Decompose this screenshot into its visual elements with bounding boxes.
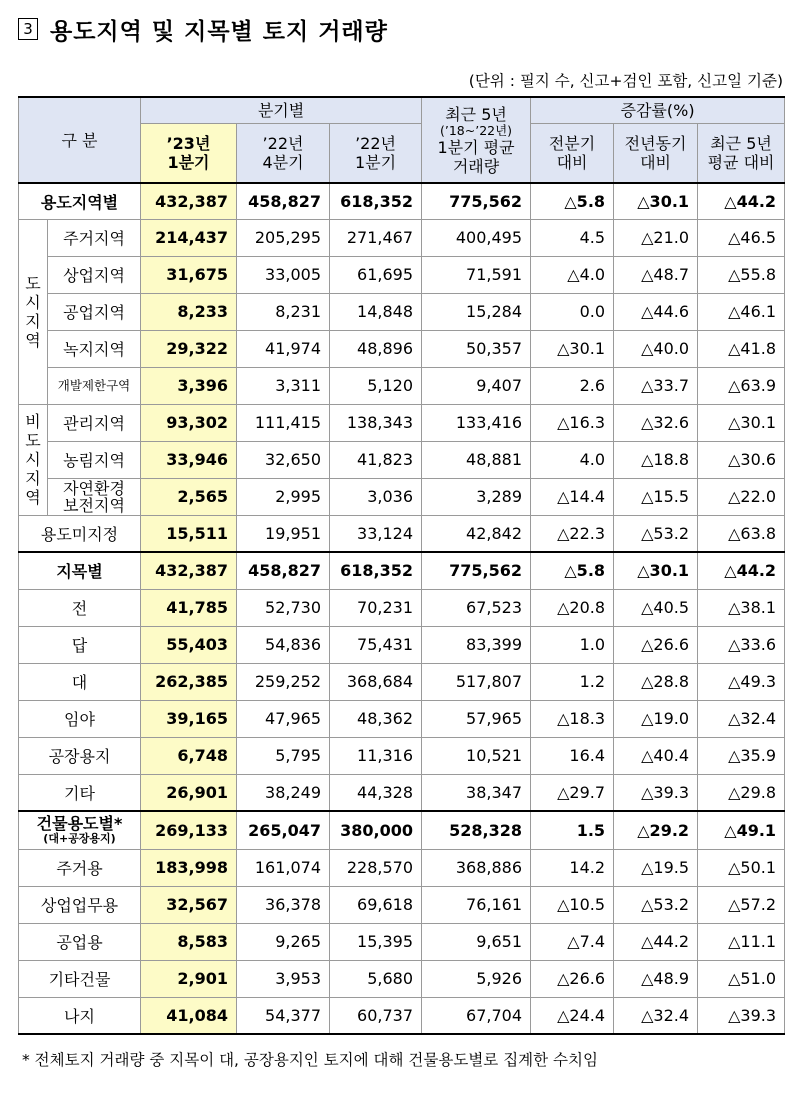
group-label-nonurban: [19, 404, 48, 515]
table-row: [19, 256, 785, 293]
header-q22-1: [330, 123, 422, 183]
table-cell: △19.0: [614, 700, 698, 737]
table-cell: △63.8: [698, 515, 785, 552]
table-cell: 33,124: [330, 515, 422, 552]
table-cell: 2,565: [141, 478, 237, 515]
table-cell: 14,848: [330, 293, 422, 330]
row-label: 용도미지정: [19, 515, 141, 552]
header-vs-avg5-line1: 최근 5년: [710, 133, 772, 153]
table-cell: 5,926: [422, 960, 531, 997]
table-cell: 71,591: [422, 256, 531, 293]
row-label: 대: [19, 663, 141, 700]
table-cell: △18.3: [531, 700, 614, 737]
table-cell: 15,511: [141, 515, 237, 552]
table-cell: △48.7: [614, 256, 698, 293]
table-cell: 54,836: [237, 626, 330, 663]
row-label: 녹지지역: [48, 330, 141, 367]
row-label: 기타: [19, 774, 141, 811]
table-cell: △46.1: [698, 293, 785, 330]
table-cell: △50.1: [698, 849, 785, 886]
header-quarterly: 분기별: [141, 97, 422, 123]
table-cell: △22.3: [531, 515, 614, 552]
table-cell: 400,495: [422, 219, 531, 256]
table-row: [19, 589, 785, 626]
table-cell: 205,295: [237, 219, 330, 256]
table-row: [19, 183, 785, 219]
table-cell: 3,036: [330, 478, 422, 515]
table-cell: 9,651: [422, 923, 531, 960]
table-cell: △32.6: [614, 404, 698, 441]
table-cell: 38,347: [422, 774, 531, 811]
row-label: 주거지역: [48, 219, 141, 256]
table-cell: △21.0: [614, 219, 698, 256]
header-q23-1: [141, 123, 237, 183]
table-cell: △39.3: [614, 774, 698, 811]
table-row: [19, 515, 785, 552]
header-q22-1-quarter: 1분기: [354, 152, 397, 172]
table-cell: △30.1: [698, 404, 785, 441]
table-cell: △35.9: [698, 737, 785, 774]
table-cell: △30.1: [614, 552, 698, 589]
table-cell: 69,618: [330, 886, 422, 923]
table-cell: 31,675: [141, 256, 237, 293]
table-row: [19, 626, 785, 663]
table-cell: 262,385: [141, 663, 237, 700]
table-cell: 618,352: [330, 183, 422, 219]
group-label-char: 비: [25, 412, 41, 431]
table-cell: 775,562: [422, 552, 531, 589]
table-cell: △24.4: [531, 997, 614, 1034]
group-label-char: 도: [25, 273, 41, 293]
table-cell: 368,684: [330, 663, 422, 700]
table-cell: △7.4: [531, 923, 614, 960]
row-label: 관리지역: [48, 404, 141, 441]
table-cell: 183,998: [141, 849, 237, 886]
table-cell: 0.0: [531, 293, 614, 330]
table-cell: 41,785: [141, 589, 237, 626]
table-cell: 5,795: [237, 737, 330, 774]
table-cell: △30.6: [698, 441, 785, 478]
row-label-sub: (대+공장용지): [43, 832, 116, 846]
table-cell: △4.0: [531, 256, 614, 293]
table-cell: 26,901: [141, 774, 237, 811]
table-cell: 368,886: [422, 849, 531, 886]
table-cell: △15.5: [614, 478, 698, 515]
table-cell: △29.7: [531, 774, 614, 811]
table-cell: 5,680: [330, 960, 422, 997]
table-cell: 52,730: [237, 589, 330, 626]
header-avg5-line3: 1분기 평균: [437, 137, 515, 157]
header-vs-prev-q-line1: 전분기: [548, 133, 596, 153]
table-cell: △49.1: [698, 811, 785, 849]
header-vs-avg5: [698, 123, 785, 183]
table-cell: 10,521: [422, 737, 531, 774]
table-cell: △5.8: [531, 183, 614, 219]
row-label: 개발제한구역: [48, 367, 141, 404]
table-cell: 432,387: [141, 552, 237, 589]
table-row: [19, 367, 785, 404]
footnote: * 전체토지 거래량 중 지목이 대, 공장용지인 토지에 대해 건물용도별로 집계한 수치임: [22, 1051, 598, 1069]
table-cell: 228,570: [330, 849, 422, 886]
table-cell: 4.5: [531, 219, 614, 256]
table-cell: 3,289: [422, 478, 531, 515]
table-cell: 67,704: [422, 997, 531, 1034]
table-cell: △40.5: [614, 589, 698, 626]
table-cell: 48,881: [422, 441, 531, 478]
header-vs-avg5-line2: 평균 대비: [707, 152, 775, 172]
row-label: 상업업무용: [19, 886, 141, 923]
row-label: 용도지역별: [19, 183, 141, 219]
table-cell: △46.5: [698, 219, 785, 256]
table-cell: 11,316: [330, 737, 422, 774]
table-cell: △41.8: [698, 330, 785, 367]
row-label: 지목별: [19, 552, 141, 589]
table-cell: △51.0: [698, 960, 785, 997]
table-cell: 161,074: [237, 849, 330, 886]
table-cell: 2,901: [141, 960, 237, 997]
row-label-line1: 자연환경: [63, 478, 125, 498]
row-label: [19, 811, 141, 849]
header-vs-prev-q-line2: 대비: [556, 152, 588, 172]
header-vs-prev-year: [614, 123, 698, 183]
table-row: [19, 293, 785, 330]
table-cell: △11.1: [698, 923, 785, 960]
header-q23-1-year: ’23년: [166, 133, 211, 153]
table-cell: 41,823: [330, 441, 422, 478]
table-cell: 61,695: [330, 256, 422, 293]
table-cell: △39.3: [698, 997, 785, 1034]
table-cell: △29.8: [698, 774, 785, 811]
table-cell: 3,311: [237, 367, 330, 404]
table-cell: 41,974: [237, 330, 330, 367]
page-title: [18, 14, 388, 44]
table-cell: 138,343: [330, 404, 422, 441]
table-cell: 15,284: [422, 293, 531, 330]
table-cell: △32.4: [614, 997, 698, 1034]
table-cell: △44.2: [698, 552, 785, 589]
table-cell: △28.8: [614, 663, 698, 700]
group-label-char: 역: [25, 330, 41, 350]
title-text: 용도지역 및 지목별 토지 거래량: [50, 18, 388, 45]
row-label: 임야: [19, 700, 141, 737]
table-cell: 9,265: [237, 923, 330, 960]
table-cell: 48,896: [330, 330, 422, 367]
header-category: 구 분: [19, 97, 141, 183]
row-label-main: 건물용도별*: [36, 814, 123, 834]
table-cell: 618,352: [330, 552, 422, 589]
row-label: 공장용지: [19, 737, 141, 774]
table-cell: 1.0: [531, 626, 614, 663]
row-label: 상업지역: [48, 256, 141, 293]
table-cell: 2.6: [531, 367, 614, 404]
table-row: [19, 700, 785, 737]
table-cell: 33,005: [237, 256, 330, 293]
table-cell: △10.5: [531, 886, 614, 923]
table-cell: △14.4: [531, 478, 614, 515]
table-cell: △49.3: [698, 663, 785, 700]
table-cell: 60,737: [330, 997, 422, 1034]
table-row: [19, 886, 785, 923]
table-cell: 32,650: [237, 441, 330, 478]
table-cell: △38.1: [698, 589, 785, 626]
group-label-urban: [19, 219, 48, 404]
table-cell: 33,946: [141, 441, 237, 478]
row-label: 전: [19, 589, 141, 626]
table-row: [19, 811, 785, 849]
table-cell: 75,431: [330, 626, 422, 663]
table-cell: △40.0: [614, 330, 698, 367]
table-cell: △44.6: [614, 293, 698, 330]
table-row: [19, 552, 785, 589]
table-cell: 1.5: [531, 811, 614, 849]
table-cell: △26.6: [531, 960, 614, 997]
row-label: 나지: [19, 997, 141, 1034]
group-label-char: 지: [25, 469, 41, 488]
table-cell: 458,827: [237, 183, 330, 219]
table-row: [19, 663, 785, 700]
table-row: [19, 441, 785, 478]
table-cell: △29.2: [614, 811, 698, 849]
table-cell: 4.0: [531, 441, 614, 478]
table-cell: △44.2: [698, 183, 785, 219]
table-cell: 50,357: [422, 330, 531, 367]
table-cell: 3,953: [237, 960, 330, 997]
table-cell: 432,387: [141, 183, 237, 219]
group-label-char: 시: [25, 450, 41, 469]
header-vs-prev-year-line2: 대비: [640, 152, 671, 172]
table-cell: 67,523: [422, 589, 531, 626]
table-cell: 41,084: [141, 997, 237, 1034]
table-cell: △53.2: [614, 515, 698, 552]
table-cell: 54,377: [237, 997, 330, 1034]
table-cell: 29,322: [141, 330, 237, 367]
header-avg5: [422, 97, 531, 183]
table-cell: 83,399: [422, 626, 531, 663]
header-avg5-line4: 거래량: [452, 156, 500, 176]
table-cell: △44.2: [614, 923, 698, 960]
table-row: [19, 404, 785, 441]
table-cell: △63.9: [698, 367, 785, 404]
table-cell: 8,231: [237, 293, 330, 330]
table-row: [19, 330, 785, 367]
header-q22-4-year: ’22년: [262, 133, 304, 153]
table-row: [19, 849, 785, 886]
table-row: [19, 923, 785, 960]
group-label-char: 도: [25, 431, 41, 450]
table-cell: 32,567: [141, 886, 237, 923]
table-cell: △5.8: [531, 552, 614, 589]
table-cell: 2,995: [237, 478, 330, 515]
row-label-line2: 보전지역: [63, 495, 125, 515]
table-cell: △48.9: [614, 960, 698, 997]
table-cell: △55.8: [698, 256, 785, 293]
table-cell: 55,403: [141, 626, 237, 663]
group-label-char: 역: [25, 488, 41, 507]
table-cell: △16.3: [531, 404, 614, 441]
row-label: 답: [19, 626, 141, 663]
header-avg5-line1: 최근 5년: [445, 104, 507, 124]
row-label: 기타건물: [19, 960, 141, 997]
table-cell: 458,827: [237, 552, 330, 589]
table-cell: 19,951: [237, 515, 330, 552]
header-q23-1-quarter: 1분기: [167, 152, 210, 172]
table-cell: △57.2: [698, 886, 785, 923]
table-cell: 47,965: [237, 700, 330, 737]
table-cell: 48,362: [330, 700, 422, 737]
header-q22-4: [237, 123, 330, 183]
table-cell: 6,748: [141, 737, 237, 774]
table-cell: 271,467: [330, 219, 422, 256]
table-row: [19, 960, 785, 997]
table-cell: △30.1: [614, 183, 698, 219]
table-cell: 93,302: [141, 404, 237, 441]
table-cell: 70,231: [330, 589, 422, 626]
table-cell: 517,807: [422, 663, 531, 700]
table-row: [19, 737, 785, 774]
table-cell: 111,415: [237, 404, 330, 441]
unit-note: (단위 : 필지 수, 신고+검인 포함, 신고일 기준): [468, 72, 783, 90]
table-cell: 3,396: [141, 367, 237, 404]
table-row: [19, 219, 785, 256]
table-cell: △33.7: [614, 367, 698, 404]
table-cell: 9,407: [422, 367, 531, 404]
table-cell: 5,120: [330, 367, 422, 404]
table-cell: △26.6: [614, 626, 698, 663]
row-label: 농림지역: [48, 441, 141, 478]
table-cell: 380,000: [330, 811, 422, 849]
table-cell: 775,562: [422, 183, 531, 219]
table-cell: 57,965: [422, 700, 531, 737]
table-cell: △19.5: [614, 849, 698, 886]
table-cell: △32.4: [698, 700, 785, 737]
table-cell: △20.8: [531, 589, 614, 626]
table-cell: 42,842: [422, 515, 531, 552]
header-q22-1-year: ’22년: [355, 133, 396, 153]
table-cell: 1.2: [531, 663, 614, 700]
table-cell: △53.2: [614, 886, 698, 923]
row-label: 공업지역: [48, 293, 141, 330]
header-q22-4-quarter: 4분기: [262, 152, 304, 172]
header-change: 증감률(%): [531, 97, 785, 123]
table-cell: 76,161: [422, 886, 531, 923]
table-cell: 38,249: [237, 774, 330, 811]
table-cell: △18.8: [614, 441, 698, 478]
table-cell: 133,416: [422, 404, 531, 441]
table-cell: 44,328: [330, 774, 422, 811]
table-cell: 259,252: [237, 663, 330, 700]
table-cell: 39,165: [141, 700, 237, 737]
table-row: [19, 774, 785, 811]
land-transaction-table: [18, 96, 785, 1035]
table-cell: 16.4: [531, 737, 614, 774]
header-vs-prev-year-line1: 전년동기: [624, 133, 687, 153]
header-vs-prev-q: [531, 123, 614, 183]
table-cell: 15,395: [330, 923, 422, 960]
table-body: [19, 183, 785, 1034]
table-cell: 269,133: [141, 811, 237, 849]
table-cell: 8,583: [141, 923, 237, 960]
row-label: 주거용: [19, 849, 141, 886]
row-label: 공업용: [19, 923, 141, 960]
table-row: [19, 478, 785, 515]
table-cell: 265,047: [237, 811, 330, 849]
table-cell: △33.6: [698, 626, 785, 663]
table-cell: 8,233: [141, 293, 237, 330]
row-label: [48, 478, 141, 515]
group-label-char: 지: [25, 311, 41, 331]
table-row: [19, 997, 785, 1034]
table-cell: 214,437: [141, 219, 237, 256]
header-avg5-line2: (’18~’22년): [440, 122, 513, 138]
table-cell: △40.4: [614, 737, 698, 774]
table-cell: △30.1: [531, 330, 614, 367]
table-cell: △22.0: [698, 478, 785, 515]
table-cell: 14.2: [531, 849, 614, 886]
section-number: 3: [18, 18, 38, 40]
table-cell: 528,328: [422, 811, 531, 849]
table-cell: 36,378: [237, 886, 330, 923]
group-label-char: 시: [25, 292, 41, 312]
